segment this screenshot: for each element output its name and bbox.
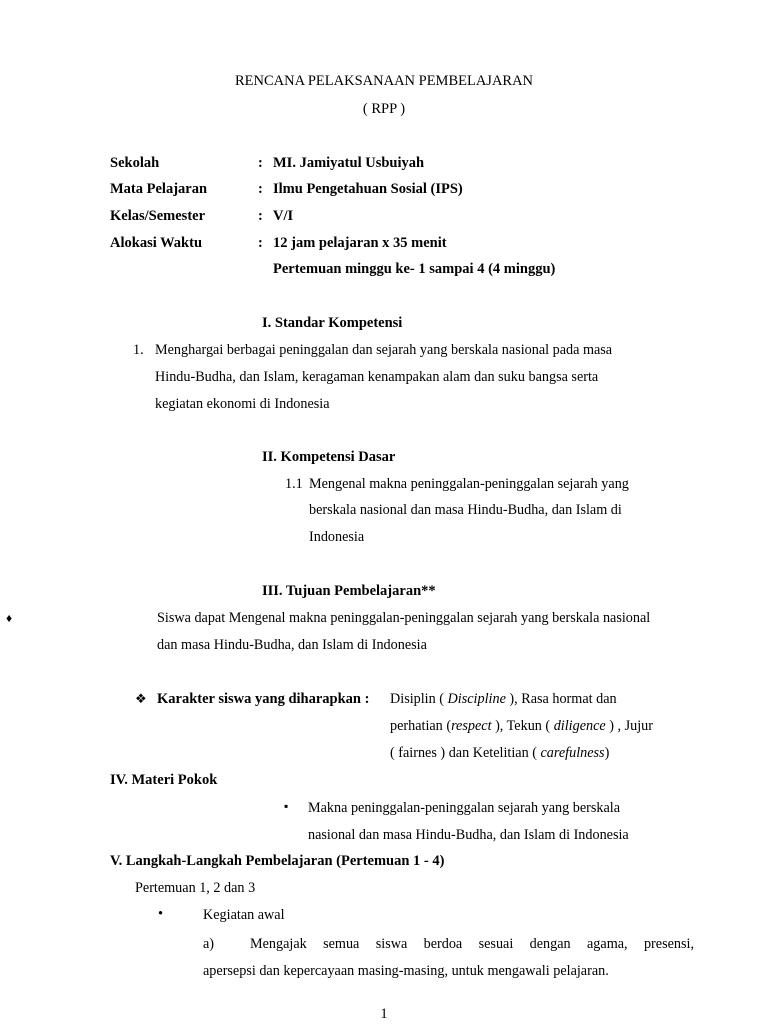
materi-heading: IV. Materi Pokok — [110, 772, 218, 788]
karakter-text: ) , Jujur — [605, 718, 653, 734]
karakter-text: ), Rasa hormat dan — [505, 691, 617, 707]
karakter-term: respect — [451, 718, 492, 734]
karakter-text: ) — [604, 745, 610, 761]
kompetensi-number: 1.1 — [285, 476, 303, 492]
karakter-term: carefulness — [540, 745, 605, 761]
item-line: apersepsi dan kepercayaan masing-masing, untuk mengawali pelajaran. — [203, 963, 609, 979]
checkmark-diamond-bullet-icon: ❖ — [135, 691, 147, 706]
identity-colon: : — [258, 235, 263, 251]
identity-colon: : — [258, 155, 263, 171]
standar-line: Menghargai berbagai peninggalan dan sejarah yang berskala nasional pada masa — [155, 342, 613, 358]
identity-label: Mata Pelajaran — [110, 181, 208, 197]
kompetensi-line: Mengenal makna peninggalan-peninggalan sejarah yang — [309, 476, 629, 492]
karakter-line — [390, 719, 653, 733]
karakter-term: diligence — [553, 718, 606, 734]
standar-heading: I. Standar Kompetensi — [262, 315, 403, 331]
identity-value: V/I — [273, 208, 294, 224]
standar-line: Hindu-Budha, dan Islam, keragaman kenampakan alam dan suku bangsa serta — [155, 369, 599, 385]
document-title: RENCANA PELAKSANAAN PEMBELAJARAN — [234, 73, 534, 89]
alokasi-extra: Pertemuan minggu ke- 1 sampai 4 (4 minggu) — [273, 261, 556, 277]
karakter-text: ), Tekun ( — [491, 718, 554, 734]
standar-line: kegiatan ekonomi di Indonesia — [155, 396, 330, 412]
item-label: a) — [203, 936, 215, 952]
karakter-label: Karakter siswa yang diharapkan : — [157, 691, 370, 707]
karakter-text: Disiplin ( — [390, 691, 448, 707]
materi-line: Makna peninggalan-peninggalan sejarah yang berskala — [308, 800, 621, 816]
page-number: 1 — [380, 1006, 388, 1022]
identity-label: Alokasi Waktu — [110, 235, 203, 251]
pertemuan-label: Pertemuan 1, 2 dan 3 — [135, 880, 256, 896]
karakter-term: Discipline — [447, 691, 506, 707]
identity-colon: : — [258, 181, 263, 197]
tujuan-heading: III. Tujuan Pembelajaran** — [262, 583, 436, 599]
identity-label: Kelas/Semester — [110, 208, 206, 224]
identity-value: Ilmu Pengetahuan Sosial (IPS) — [273, 181, 463, 197]
karakter-line — [390, 692, 617, 706]
tujuan-line: dan masa Hindu-Budha, dan Islam di Indonesia — [157, 637, 427, 653]
karakter-text: ( fairnes ) dan Ketelitian ( — [390, 745, 541, 761]
tujuan-line: Siswa dapat Mengenal makna peninggalan-peninggalan sejarah yang berskala nasional — [157, 610, 651, 626]
kompetensi-line: Indonesia — [309, 529, 365, 545]
square-bullet-icon: ▪ — [284, 799, 289, 813]
kompetensi-heading: II. Kompetensi Dasar — [262, 449, 396, 465]
kegiatan-label: Kegiatan awal — [203, 907, 285, 923]
round-bullet-icon: • — [158, 906, 164, 922]
identity-label: Sekolah — [110, 155, 160, 171]
materi-line: nasional dan masa Hindu-Budha, dan Islam di Indonesia — [308, 827, 629, 843]
langkah-heading: V. Langkah-Langkah Pembelajaran (Pertemuan 1 - 4) — [110, 853, 445, 869]
document-subtitle: ( RPP ) — [362, 101, 406, 117]
karakter-text: perhatian ( — [390, 718, 452, 734]
kompetensi-line: berskala nasional dan masa Hindu-Budha, dan Islam di — [309, 502, 622, 518]
item-line: Mengajak semua siswa berdoa sesuai dengan agama, presensi, — [250, 936, 694, 952]
identity-colon: : — [258, 208, 263, 224]
standar-number: 1. — [133, 342, 144, 358]
identity-value: MI. Jamiyatul Usbuiyah — [273, 155, 425, 171]
karakter-line — [390, 746, 609, 760]
diamond-bullet-icon: ♦ — [6, 611, 13, 625]
identity-value: 12 jam pelajaran x 35 menit — [273, 235, 447, 251]
